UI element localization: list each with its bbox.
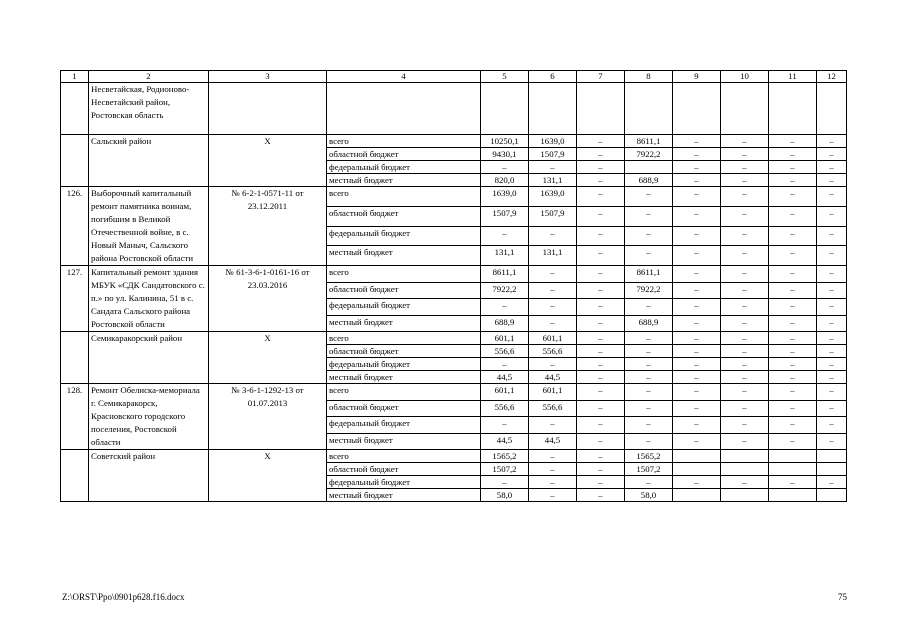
amount-cell: – (673, 148, 721, 161)
amount-cell: – (481, 299, 529, 316)
amount-cell: – (769, 161, 817, 174)
funding-source: областной бюджет (327, 282, 481, 299)
row-number (61, 83, 89, 135)
amount-cell: – (673, 400, 721, 417)
amount-cell (529, 83, 577, 135)
amount-cell: – (769, 476, 817, 489)
amount-cell: – (577, 417, 625, 434)
amount-cell: – (481, 476, 529, 489)
amount-cell (673, 489, 721, 502)
funding-source (327, 83, 481, 135)
table-row (61, 266, 847, 283)
amount-cell: – (673, 246, 721, 266)
table-row (61, 384, 847, 401)
amount-cell: – (769, 148, 817, 161)
amount-cell: – (721, 187, 769, 207)
amount-cell: – (577, 489, 625, 502)
amount-cell: – (673, 282, 721, 299)
amount-cell (769, 450, 817, 463)
amount-cell: – (769, 299, 817, 316)
row-number: 128. (61, 384, 89, 450)
amount-cell: – (577, 299, 625, 316)
amount-cell: – (577, 433, 625, 450)
table-row (61, 450, 847, 463)
amount-cell: – (721, 384, 769, 401)
amount-cell: – (673, 332, 721, 345)
amount-cell: 7922,2 (625, 282, 673, 299)
amount-cell: 688,9 (625, 315, 673, 332)
amount-cell: – (673, 384, 721, 401)
amount-cell: – (577, 450, 625, 463)
amount-cell: 131,1 (481, 246, 529, 266)
amount-cell: – (673, 226, 721, 246)
amount-cell: – (721, 315, 769, 332)
table-row (61, 135, 847, 148)
header-cell: 5 (481, 71, 529, 83)
amount-cell: – (577, 282, 625, 299)
amount-cell: – (577, 246, 625, 266)
amount-cell: – (529, 358, 577, 371)
amount-cell: 688,9 (481, 315, 529, 332)
amount-cell: 58,0 (625, 489, 673, 502)
amount-cell: 820,0 (481, 174, 529, 187)
amount-cell: – (769, 266, 817, 283)
amount-cell: – (577, 174, 625, 187)
amount-cell: – (577, 371, 625, 384)
amount-cell: – (817, 417, 847, 434)
amount-cell: 1507,9 (529, 148, 577, 161)
funding-source: местный бюджет (327, 246, 481, 266)
amount-cell: – (817, 384, 847, 401)
amount-cell: – (673, 358, 721, 371)
amount-cell: – (721, 226, 769, 246)
amount-cell: – (625, 345, 673, 358)
amount-cell: – (769, 315, 817, 332)
amount-cell: – (817, 371, 847, 384)
amount-cell: – (769, 371, 817, 384)
amount-cell: – (817, 282, 847, 299)
funding-source: всего (327, 384, 481, 401)
amount-cell: 8611,1 (481, 266, 529, 283)
amount-cell: – (817, 135, 847, 148)
amount-cell: – (721, 400, 769, 417)
table-row (61, 332, 847, 345)
amount-cell: – (769, 384, 817, 401)
funding-source: местный бюджет (327, 489, 481, 502)
amount-cell: 1507,2 (481, 463, 529, 476)
amount-cell (721, 463, 769, 476)
amount-cell: – (481, 161, 529, 174)
amount-cell: – (769, 246, 817, 266)
amount-cell (817, 463, 847, 476)
amount-cell: 1565,2 (625, 450, 673, 463)
object-name: Ремонт Обелиска-мемориала г. Семикаракорск, Красновского городского поселения, Ростовской области (89, 384, 209, 450)
amount-cell: – (625, 187, 673, 207)
object-name: Сальский район (89, 135, 209, 187)
row-number (61, 450, 89, 502)
funding-source: федеральный бюджет (327, 161, 481, 174)
funding-source: федеральный бюджет (327, 299, 481, 316)
row-number: 127. (61, 266, 89, 332)
amount-cell (625, 83, 673, 135)
table-body (61, 71, 847, 502)
header-cell: 10 (721, 71, 769, 83)
amount-cell (721, 450, 769, 463)
amount-cell: – (577, 332, 625, 345)
amount-cell: – (625, 400, 673, 417)
amount-cell: – (721, 299, 769, 316)
amount-cell: – (481, 417, 529, 434)
amount-cell: – (625, 246, 673, 266)
document-ref (209, 83, 327, 135)
amount-cell: – (577, 135, 625, 148)
amount-cell: – (577, 206, 625, 226)
amount-cell: – (481, 226, 529, 246)
header-cell: 7 (577, 71, 625, 83)
amount-cell (769, 489, 817, 502)
amount-cell: 556,6 (481, 400, 529, 417)
amount-cell: – (529, 299, 577, 316)
funding-source: областной бюджет (327, 345, 481, 358)
header-cell: 3 (209, 71, 327, 83)
document-ref: № 6-2-1-0571-11 от 23.12.2011 (209, 187, 327, 266)
amount-cell: – (721, 345, 769, 358)
amount-cell: – (529, 282, 577, 299)
amount-cell: – (673, 161, 721, 174)
funding-source: местный бюджет (327, 433, 481, 450)
amount-cell: – (625, 299, 673, 316)
amount-cell: 7922,2 (481, 282, 529, 299)
table-row (61, 187, 847, 207)
funding-source: местный бюджет (327, 371, 481, 384)
amount-cell: – (769, 282, 817, 299)
amount-cell: 10250,1 (481, 135, 529, 148)
amount-cell: – (817, 332, 847, 345)
amount-cell: 44,5 (529, 433, 577, 450)
amount-cell: – (673, 476, 721, 489)
amount-cell: 1639,0 (529, 135, 577, 148)
amount-cell (817, 489, 847, 502)
amount-cell: – (529, 489, 577, 502)
funding-source: всего (327, 266, 481, 283)
amount-cell: – (721, 476, 769, 489)
amount-cell: 556,6 (481, 345, 529, 358)
amount-cell: – (529, 476, 577, 489)
amount-cell: – (769, 417, 817, 434)
amount-cell: – (769, 433, 817, 450)
header-cell: 8 (625, 71, 673, 83)
header-cell: 6 (529, 71, 577, 83)
document-ref: Х (209, 450, 327, 502)
amount-cell: – (769, 400, 817, 417)
amount-cell: – (577, 358, 625, 371)
amount-cell: – (673, 206, 721, 226)
amount-cell: – (817, 315, 847, 332)
row-number (61, 332, 89, 384)
amount-cell (577, 83, 625, 135)
funding-source: местный бюджет (327, 315, 481, 332)
amount-cell: – (721, 246, 769, 266)
amount-cell: – (769, 226, 817, 246)
amount-cell: – (721, 206, 769, 226)
amount-cell: 44,5 (481, 371, 529, 384)
amount-cell (769, 83, 817, 135)
amount-cell: – (817, 358, 847, 371)
amount-cell: – (817, 187, 847, 207)
amount-cell: – (721, 433, 769, 450)
amount-cell: 601,1 (481, 332, 529, 345)
funding-source: местный бюджет (327, 174, 481, 187)
amount-cell: – (577, 226, 625, 246)
amount-cell: – (769, 345, 817, 358)
header-row (61, 71, 847, 83)
header-cell: 4 (327, 71, 481, 83)
amount-cell (481, 83, 529, 135)
footer-file-path: Z:\ORST\Ppo\0901p628.f16.docx (62, 592, 185, 602)
header-cell: 9 (673, 71, 721, 83)
amount-cell: 58,0 (481, 489, 529, 502)
amount-cell: – (769, 187, 817, 207)
document-ref: № 3-6-1-1292-13 от 01.07.2013 (209, 384, 327, 450)
amount-cell: – (577, 345, 625, 358)
object-name: Выборочный капитальный ремонт памятника воинам, погибшим в Великой Отечественной войне, в с. Новый Маныч, Сальского района Ростовской области (89, 187, 209, 266)
page-number: 75 (838, 592, 847, 602)
amount-cell: – (817, 299, 847, 316)
amount-cell: – (625, 371, 673, 384)
amount-cell: 9430,1 (481, 148, 529, 161)
amount-cell: – (577, 266, 625, 283)
amount-cell: – (721, 358, 769, 371)
amount-cell: – (529, 315, 577, 332)
amount-cell: 44,5 (529, 371, 577, 384)
amount-cell: 556,6 (529, 345, 577, 358)
amount-cell: – (577, 384, 625, 401)
header-cell: 2 (89, 71, 209, 83)
amount-cell: 1507,9 (529, 206, 577, 226)
amount-cell: 601,1 (529, 384, 577, 401)
amount-cell: – (817, 246, 847, 266)
amount-cell: – (529, 450, 577, 463)
amount-cell: – (577, 476, 625, 489)
amount-cell: 1639,0 (481, 187, 529, 207)
amount-cell: 8611,1 (625, 135, 673, 148)
amount-cell: – (673, 433, 721, 450)
amount-cell: – (673, 187, 721, 207)
amount-cell (625, 161, 673, 174)
amount-cell: – (673, 135, 721, 148)
funding-source: областной бюджет (327, 206, 481, 226)
funding-source: областной бюджет (327, 400, 481, 417)
amount-cell: – (577, 315, 625, 332)
amount-cell: – (769, 332, 817, 345)
amount-cell: – (625, 226, 673, 246)
amount-cell: – (769, 135, 817, 148)
amount-cell: 131,1 (529, 246, 577, 266)
amount-cell: – (577, 463, 625, 476)
amount-cell: 131,1 (529, 174, 577, 187)
amount-cell: – (817, 161, 847, 174)
amount-cell: – (673, 417, 721, 434)
amount-cell: – (577, 187, 625, 207)
header-cell: 12 (817, 71, 847, 83)
document-ref: № 61-3-6-1-0161-16 от 23.03.2016 (209, 266, 327, 332)
amount-cell: – (673, 371, 721, 384)
amount-cell: – (625, 206, 673, 226)
funding-source: федеральный бюджет (327, 358, 481, 371)
amount-cell (817, 83, 847, 135)
amount-cell: – (817, 345, 847, 358)
object-name: Семикаракорский район (89, 332, 209, 384)
funding-source: всего (327, 332, 481, 345)
amount-cell: – (577, 148, 625, 161)
amount-cell: 8611,1 (625, 266, 673, 283)
table-row (61, 83, 847, 135)
amount-cell: – (673, 266, 721, 283)
amount-cell: – (673, 315, 721, 332)
amount-cell: – (673, 299, 721, 316)
amount-cell (769, 463, 817, 476)
row-number (61, 135, 89, 187)
amount-cell: – (817, 148, 847, 161)
funding-source: всего (327, 135, 481, 148)
amount-cell (673, 450, 721, 463)
amount-cell: 1639,0 (529, 187, 577, 207)
amount-cell: – (769, 174, 817, 187)
amount-cell: – (625, 384, 673, 401)
amount-cell: – (625, 358, 673, 371)
amount-cell: – (481, 358, 529, 371)
amount-cell: – (721, 332, 769, 345)
amount-cell: – (721, 161, 769, 174)
amount-cell: – (721, 135, 769, 148)
amount-cell: – (769, 206, 817, 226)
funding-source: федеральный бюджет (327, 226, 481, 246)
amount-cell: 1565,2 (481, 450, 529, 463)
amount-cell: 1507,9 (481, 206, 529, 226)
header-cell: 11 (769, 71, 817, 83)
amount-cell (817, 450, 847, 463)
object-name: Несветайская, Родионово-Несветайский район, Ростовская область (89, 83, 209, 135)
funding-source: федеральный бюджет (327, 476, 481, 489)
amount-cell: – (817, 206, 847, 226)
amount-cell: – (577, 161, 625, 174)
amount-cell: – (529, 417, 577, 434)
amount-cell: – (769, 358, 817, 371)
amount-cell: 601,1 (529, 332, 577, 345)
amount-cell: – (625, 433, 673, 450)
amount-cell (673, 83, 721, 135)
amount-cell: 7922,2 (625, 148, 673, 161)
row-number: 126. (61, 187, 89, 266)
amount-cell: – (625, 332, 673, 345)
amount-cell: – (721, 417, 769, 434)
amount-cell: 44,5 (481, 433, 529, 450)
amount-cell: – (673, 345, 721, 358)
header-cell: 1 (61, 71, 89, 83)
amount-cell: – (817, 476, 847, 489)
amount-cell (673, 463, 721, 476)
amount-cell: – (817, 433, 847, 450)
amount-cell: – (721, 266, 769, 283)
amount-cell: – (529, 161, 577, 174)
funding-source: областной бюджет (327, 463, 481, 476)
amount-cell: – (625, 476, 673, 489)
funding-source: всего (327, 187, 481, 207)
funding-source: всего (327, 450, 481, 463)
object-name: Капитальный ремонт здания МБУК «СДК Сандатовского с. п.» по ул. Калинина, 51 в с. Сандата Сальского района Ростовской области (89, 266, 209, 332)
amount-cell: – (529, 266, 577, 283)
budget-table (60, 70, 847, 502)
amount-cell: 688,9 (625, 174, 673, 187)
amount-cell (721, 83, 769, 135)
amount-cell: – (721, 282, 769, 299)
amount-cell: 556,6 (529, 400, 577, 417)
object-name: Советский район (89, 450, 209, 502)
amount-cell: – (721, 174, 769, 187)
amount-cell: – (817, 226, 847, 246)
amount-cell (721, 489, 769, 502)
amount-cell: – (721, 148, 769, 161)
document-ref: Х (209, 135, 327, 187)
funding-source: федеральный бюджет (327, 417, 481, 434)
document-ref: Х (209, 332, 327, 384)
amount-cell: – (817, 174, 847, 187)
funding-source: областной бюджет (327, 148, 481, 161)
amount-cell: – (817, 266, 847, 283)
amount-cell: – (625, 417, 673, 434)
amount-cell: 601,1 (481, 384, 529, 401)
amount-cell: – (817, 400, 847, 417)
amount-cell: – (577, 400, 625, 417)
amount-cell: – (529, 463, 577, 476)
amount-cell: – (673, 174, 721, 187)
amount-cell: – (721, 371, 769, 384)
amount-cell: 1507,2 (625, 463, 673, 476)
amount-cell: – (529, 226, 577, 246)
